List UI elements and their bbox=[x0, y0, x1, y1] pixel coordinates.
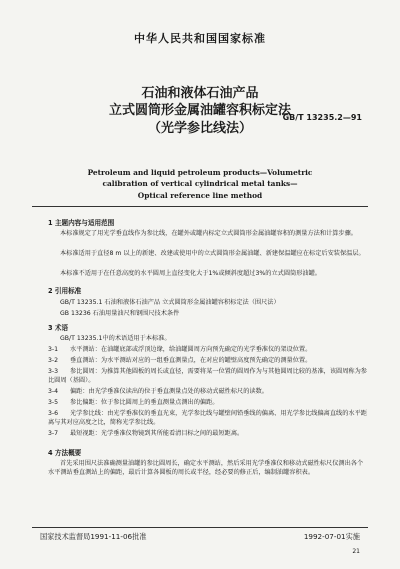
definition-text: 参比圆周：为推算其他圆板的周长或直径，需要将某一位置的圆周作为与其他圆周比较的基准，该圆周称为参比圆周（基圆）。 bbox=[48, 368, 367, 384]
definition-text: 垂直测站：为水平测站对应的一组垂直测量点，在对应的罐壁高度预先确定的测量位置。 bbox=[70, 357, 312, 364]
definition-3-5 bbox=[48, 398, 368, 407]
section-3-heading: 3 术语 bbox=[48, 324, 69, 332]
implementation-date: 1992-07-01实施 bbox=[303, 532, 360, 541]
bottom-divider bbox=[32, 527, 368, 528]
section-1-paragraph-3: 本标准不适用于在任意高度的水平圆周上直径变化大于1%或倾斜度超过3%的立式圆筒形油罐。 bbox=[60, 270, 321, 277]
approval-date: 国家技术监督局1991-11-06批准 bbox=[40, 532, 147, 541]
definition-3-1 bbox=[48, 345, 368, 354]
definition-number: 3-6 bbox=[48, 410, 59, 417]
standard-code: GB/T 13235.2—91 bbox=[282, 113, 362, 122]
english-title-line-2: calibration of vertical cylindrical metal tanks— bbox=[102, 179, 298, 188]
definition-text: 参比偏距：位于参比圆周上的垂直测量点测出的偏距。 bbox=[70, 399, 219, 406]
chinese-title-line-3: （光学参比线法） bbox=[147, 121, 252, 136]
definition-text: 最短视距：光学垂准仪物镜到其所能看清目标之间的最短距离。 bbox=[70, 430, 244, 437]
section-4-heading: 4 方法概要 bbox=[48, 449, 82, 457]
definition-number: 3-4 bbox=[48, 388, 59, 395]
national-standard-heading: 中华人民共和国国家标准 bbox=[134, 32, 266, 45]
section-4-paragraph-1: 首先采用围尺法准确测量油罐的参比圆周长，确定水平测站，然后采用光学垂准仪和移动式磁性标尺仪测出各个水平测站垂直测站上的偏距，最后计算各圆板的周长或半径，经必要的修正后，编制油罐容积表。 bbox=[48, 460, 364, 476]
definition-number: 3-5 bbox=[48, 399, 59, 406]
chinese-title-line-2: 立式圆筒形金属油罐容积标定法 bbox=[108, 103, 291, 118]
definition-number: 3-2 bbox=[48, 357, 59, 364]
section-1-paragraph-1: 本标准规定了用光学垂直线作为参比线，在罐外或罐内标定立式圆筒形金属油罐容积的测量方法和计算步骤。 bbox=[60, 230, 357, 237]
section-3-intro: GB/T 13235.1中的术语适用于本标准。 bbox=[60, 335, 171, 342]
definition-3-7 bbox=[48, 429, 368, 438]
section-1-paragraph-2: 本标准适用于直径8 m 以上的新建、改建或使用中的立式圆筒形金属油罐、新建保温罐应在标定后安装保温层。 bbox=[60, 250, 365, 257]
chinese-title-line-1: 石油和液体石油产品 bbox=[141, 86, 259, 101]
top-divider bbox=[32, 206, 368, 207]
definition-text: 光学参比线：由光学垂准仪的垂直光束，光学参比线与罐壁间铅垂线的偏离、用光学参比线偏离直线的水平距离与其对应高度之比，简称光学参比线。 bbox=[48, 410, 367, 426]
reference-1: GB/T 13235.1 石油和液体石油产品 立式圆筒形金属油罐容积标定法（围尺法） bbox=[60, 299, 280, 306]
definition-text: 水平测站：在油罐底部或浮顶边缘，给油罐圆周方向预先确定的光学垂准仪的架设位置。 bbox=[70, 346, 312, 353]
definition-number: 3-1 bbox=[48, 346, 59, 353]
definition-3-2 bbox=[48, 356, 368, 365]
section-1-heading: 1 主题内容与适用范围 bbox=[48, 219, 115, 227]
definition-3-3 bbox=[48, 367, 368, 385]
definition-number: 3-3 bbox=[48, 368, 59, 375]
definition-3-4 bbox=[48, 387, 368, 396]
reference-2: GB 13236 石油用量油尺和钢围尺技术条件 bbox=[60, 310, 180, 317]
definition-3-6 bbox=[48, 409, 368, 427]
english-title-line-1: Petroleum and liquid petroleum products—Volumetric bbox=[87, 168, 313, 177]
definition-text: 偏距：由光学垂准仪读出的位于垂直测量点处的移动式磁性标尺的读数。 bbox=[70, 388, 268, 395]
english-title-line-3: Optical reference line method bbox=[137, 191, 263, 200]
section-2-heading: 2 引用标准 bbox=[48, 287, 82, 295]
definition-number: 3-7 bbox=[48, 430, 59, 437]
page-number: 21 bbox=[352, 548, 360, 555]
